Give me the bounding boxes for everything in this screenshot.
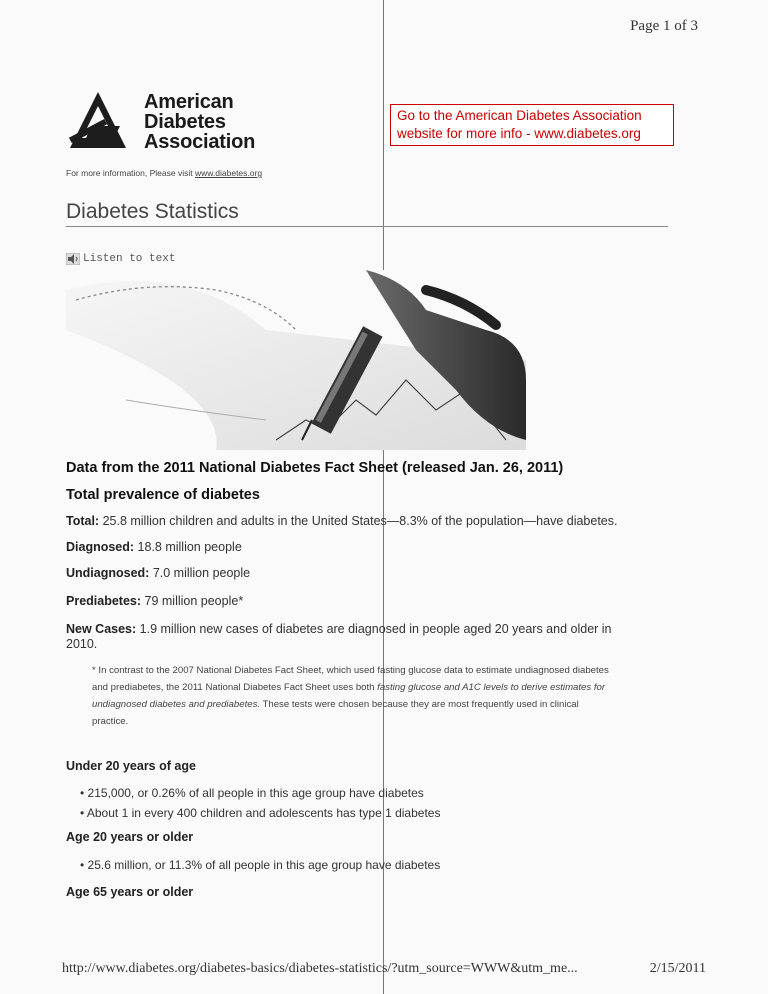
stat-diagnosed-label: Diagnosed: <box>66 540 135 554</box>
footer-date: 2/15/2011 <box>649 961 706 976</box>
stat-total-text: 25.8 million children and adults in the United States—8.3% of the population—have diabetes. <box>99 514 618 528</box>
footnote-line-3 <box>92 697 692 713</box>
speaker-icon <box>66 253 80 265</box>
age20-bullet-1-text: 25.6 million, or 11.3% of all people in this age group have diabetes <box>87 858 441 872</box>
fact-sheet-heading: Data from the 2011 National Diabetes Fact Sheet (released Jan. 26, 2011) <box>66 460 564 476</box>
total-prevalence-heading: Total prevalence of diabetes <box>66 487 260 503</box>
footnote-line-4: practice. <box>92 716 129 727</box>
footnote-line-2b: fasting glucose and A1C levels to derive estimates for <box>377 682 606 693</box>
title-divider <box>66 226 668 227</box>
more-info-link[interactable]: www.diabetes.org <box>194 168 263 178</box>
stat-undiagnosed <box>66 566 250 580</box>
stat-undiagnosed-text: 7.0 million people <box>149 566 251 580</box>
stat-new-cases <box>66 622 612 636</box>
footnote-line-1: * In contrast to the 2007 National Diabetes Fact Sheet, which used fasting glucose data to estimate undiagnosed diabetes <box>92 665 609 676</box>
scan-line <box>383 0 384 994</box>
more-info <box>66 168 262 178</box>
stat-newcases-line1: 1.9 million new cases of diabetes are diagnosed in people aged 20 years and older in <box>136 622 612 636</box>
under20-bullet-2-text: About 1 in every 400 children and adolescents has type 1 diabetes <box>86 806 441 820</box>
footer-url[interactable]: http://www.diabetes.org/diabetes-basics/diabetes-statistics/?utm_source=WWW&utm_me... <box>62 961 578 976</box>
stat-diagnosed <box>66 540 242 554</box>
listen-button[interactable] <box>66 253 175 265</box>
pen-chart-photo <box>66 270 526 450</box>
logo-line-2: Diabetes <box>144 111 226 133</box>
age20-heading: Age 20 years or older <box>66 830 194 844</box>
stat-total <box>66 514 617 528</box>
logo-line-1: American <box>144 91 234 113</box>
more-info-prefix: For more information, Please visit <box>66 168 195 178</box>
under20-bullet-1: • 215,000, or 0.26% of all people in this age group have diabetes <box>80 786 424 800</box>
stat-total-label: Total: <box>66 514 100 528</box>
stat-prediabetes-label: Prediabetes: <box>66 594 142 608</box>
under20-heading: Under 20 years of age <box>66 759 196 773</box>
stat-diagnosed-text: 18.8 million people <box>134 540 242 554</box>
stat-prediabetes <box>66 594 243 608</box>
stat-newcases-label: New Cases: <box>66 622 137 636</box>
age20-bullet-1: • 25.6 million, or 11.3% of all people in this age group have diabetes <box>80 858 441 872</box>
callout-line-2[interactable]: website for more info - www.diabetes.org <box>397 126 641 141</box>
stat-undiagnosed-label: Undiagnosed: <box>66 566 150 580</box>
footnote-line-3a: undiagnosed diabetes and prediabetes. <box>92 699 261 710</box>
page-title: Diabetes Statistics <box>66 200 239 223</box>
footnote-line-2 <box>92 680 692 696</box>
page-number: Page 1 of 3 <box>630 18 698 34</box>
logo-line-3: Association <box>144 131 256 153</box>
logo-wordmark <box>144 92 255 152</box>
stat-prediabetes-text: 79 million people* <box>141 594 244 608</box>
under20-bullet-2: • About 1 in every 400 children and adolescents has type 1 diabetes <box>80 806 441 820</box>
stat-new-cases-line2: 2010. <box>66 637 98 651</box>
callout-line-1: Go to the American Diabetes Association <box>397 108 642 123</box>
footnote-line-2a: and prediabetes, the 2011 National Diabetes Fact Sheet uses both <box>92 682 378 693</box>
footnote-line-3b: These tests were chosen because they are most frequently used in clinical <box>260 699 579 710</box>
under20-bullet-1-text: 215,000, or 0.26% of all people in this age group have diabetes <box>87 786 424 800</box>
callout-box <box>390 104 674 146</box>
age65-heading: Age 65 years or older <box>66 885 194 899</box>
listen-label: Listen to text <box>83 253 176 265</box>
